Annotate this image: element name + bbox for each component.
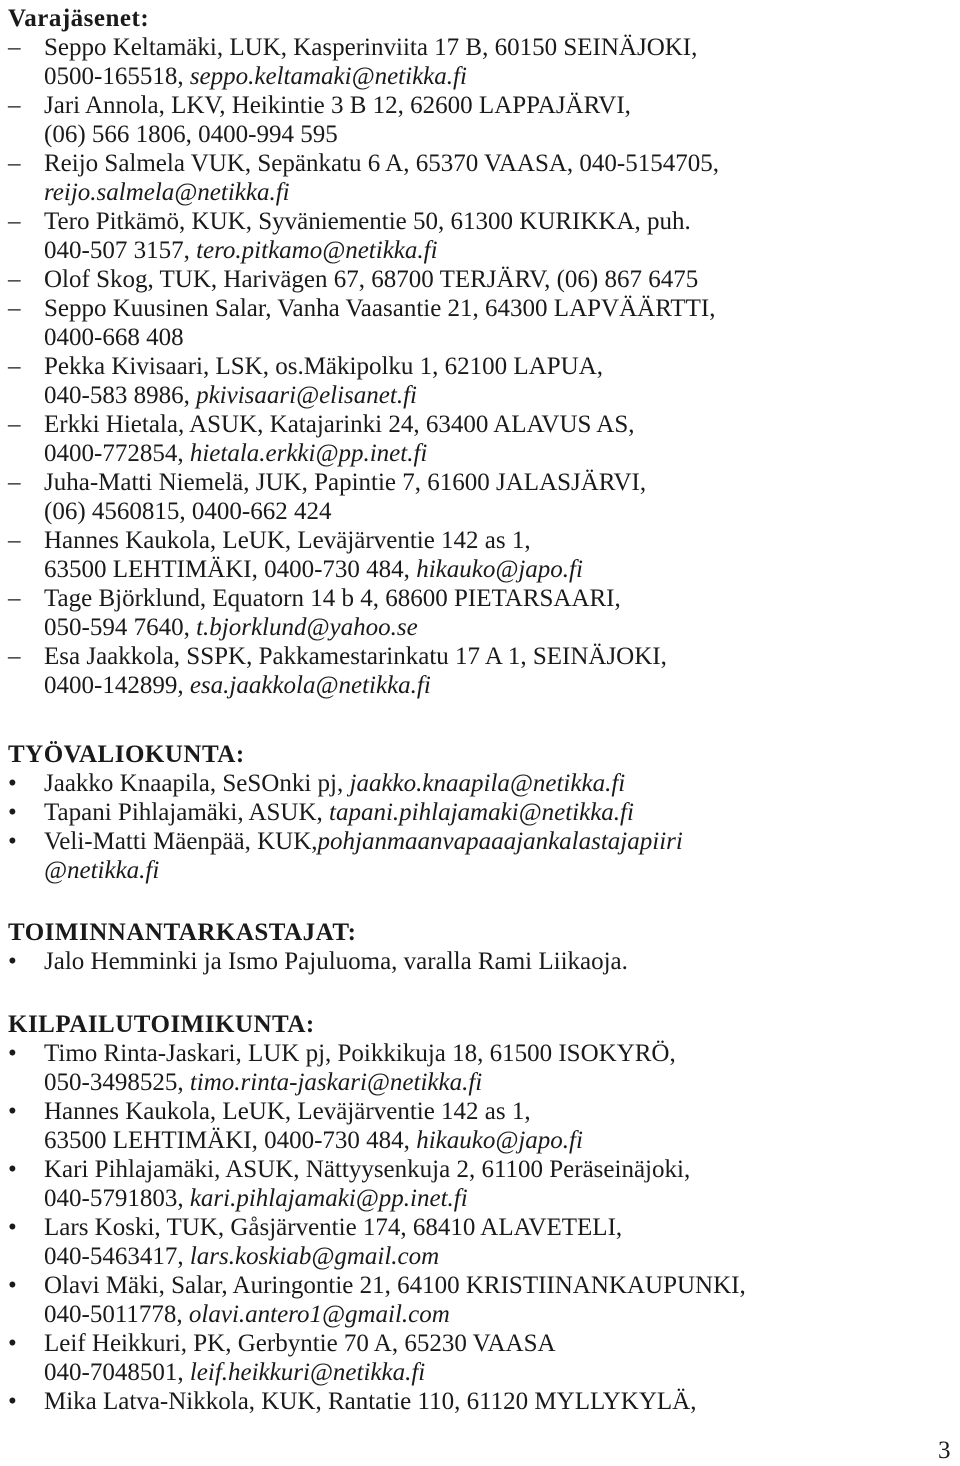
list-item — [0, 526, 960, 584]
entry-line — [44, 856, 960, 885]
email-link[interactable]: olavi.antero1@gmail.com — [188, 1301, 450, 1328]
dash-marker: – — [8, 295, 21, 322]
entry-text: Jari Annola, LKV, Heikintie 3 B 12, 62600 LAPPAJÄRVI, — [44, 92, 631, 119]
list-item — [0, 769, 960, 798]
entry-line — [44, 1155, 960, 1184]
entry-text: Lars Koski, TUK, Gåsjärventie 174, 68410 ALAVETELI, — [44, 1214, 623, 1241]
entry-line — [44, 62, 960, 91]
entry-line — [44, 526, 960, 555]
dash-marker: – — [8, 527, 21, 554]
dash-marker: – — [8, 266, 21, 293]
bullet-icon: • — [8, 828, 17, 855]
section-toiminnantarkastajat — [0, 918, 960, 976]
dash-marker: – — [8, 411, 21, 438]
list-item — [0, 207, 960, 265]
entry-line — [44, 149, 960, 178]
email-link[interactable]: lars.koskiab@gmail.com — [189, 1243, 440, 1270]
entry-text: (06) 566 1806, 0400-994 595 — [44, 121, 338, 148]
list-item — [0, 352, 960, 410]
bullet-icon: • — [8, 770, 17, 797]
entry-text: Hannes Kaukola, LeUK, Leväjärventie 142 as 1, — [44, 527, 531, 554]
section-heading: TOIMINNANTARKASTAJAT: — [8, 919, 357, 946]
bullet-icon: • — [8, 948, 17, 975]
entry-line — [44, 1300, 960, 1329]
list-item — [0, 1387, 960, 1416]
entry-line — [44, 497, 960, 526]
entry-line — [44, 381, 960, 410]
entry-text: Timo Rinta-Jaskari, LUK pj, Poikkikuja 18, 61500 ISOKYRÖ, — [44, 1040, 676, 1067]
section-heading: Varajäsenet: — [8, 5, 150, 32]
email-link[interactable]: tapani.pihlajamaki@netikka.fi — [329, 799, 634, 826]
entry-line — [44, 410, 960, 439]
entry-line — [44, 769, 960, 798]
email-link[interactable]: timo.rinta-jaskari@netikka.fi — [189, 1069, 483, 1096]
page-number: 3 — [938, 1437, 951, 1464]
dash-marker: – — [8, 208, 21, 235]
entry-line — [44, 798, 960, 827]
entry-text: 0400-142899, — [44, 672, 190, 699]
list-item — [0, 91, 960, 149]
entry-line — [44, 207, 960, 236]
dash-marker: – — [8, 585, 21, 612]
entry-text: Olof Skog, TUK, Harivägen 67, 68700 TERJÄRV, (06) 867 6475 — [44, 266, 699, 293]
entry-text: Esa Jaakkola, SSPK, Pakkamestarinkatu 17 A 1, SEINÄJOKI, — [44, 643, 667, 670]
bullet-icon: • — [8, 1388, 17, 1415]
entry-text: 040-5011778, — [44, 1301, 189, 1328]
entry-line — [44, 294, 960, 323]
email-link[interactable]: hikauko@japo.fi — [416, 1127, 583, 1154]
bullet-icon: • — [8, 1040, 17, 1067]
list-item — [0, 827, 960, 885]
entry-line — [44, 642, 960, 671]
email-link[interactable]: hikauko@japo.fi — [416, 556, 583, 583]
list-item — [0, 1329, 960, 1387]
entry-text: 63500 LEHTIMÄKI, 0400-730 484, — [44, 1127, 417, 1154]
entry-line — [44, 1039, 960, 1068]
entry-line — [44, 613, 960, 642]
email-link[interactable]: jaakko.knaapila@netikka.fi — [349, 770, 626, 797]
entry-line — [44, 1271, 960, 1300]
bullet-icon: • — [8, 1156, 17, 1183]
section-kilpailutoimikunta — [0, 1010, 960, 1416]
entry-line — [44, 1126, 960, 1155]
entry-text: Tero Pitkämö, KUK, Syväniementie 50, 61300 KURIKKA, puh. — [44, 208, 691, 235]
list-item — [0, 1097, 960, 1155]
entry-text: Reijo Salmela VUK, Sepänkatu 6 A, 65370 VAASA, 040-5154705, — [44, 150, 719, 177]
entry-text: Veli-Matti Mäenpää, KUK, — [44, 828, 318, 855]
email-link[interactable]: kari.pihlajamaki@pp.inet.fi — [189, 1185, 468, 1212]
entry-text: 0400-668 408 — [44, 324, 184, 351]
entry-list — [0, 769, 960, 885]
list-item — [0, 1271, 960, 1329]
email-link[interactable]: pohjanmaanvapaaajankalastajapiiri — [317, 828, 683, 855]
entry-text: Pekka Kivisaari, LSK, os.Mäkipolku 1, 62100 LAPUA, — [44, 353, 603, 380]
entry-text: 050-594 7640, — [44, 614, 197, 641]
email-link[interactable]: leif.heikkuri@netikka.fi — [189, 1359, 426, 1386]
entry-text: 040-5791803, — [44, 1185, 190, 1212]
entry-text: Juha-Matti Niemelä, JUK, Papintie 7, 61600 JALASJÄRVI, — [44, 469, 647, 496]
entry-text: Hannes Kaukola, LeUK, Leväjärventie 142 as 1, — [44, 1098, 531, 1125]
email-link[interactable]: @netikka.fi — [44, 857, 160, 884]
entry-line — [44, 827, 960, 856]
entry-text: Seppo Keltamäki, LUK, Kasperinviita 17 B, 60150 SEINÄJOKI, — [44, 34, 698, 61]
entry-text: 040-507 3157, — [44, 237, 197, 264]
entry-line — [44, 584, 960, 613]
entry-text: Olavi Mäki, Salar, Auringontie 21, 64100 KRISTIINANKAUPUNKI, — [44, 1272, 746, 1299]
entry-line — [44, 352, 960, 381]
entry-text: Erkki Hietala, ASUK, Katajarinki 24, 63400 ALAVUS AS, — [44, 411, 635, 438]
entry-line — [44, 1358, 960, 1387]
bullet-icon: • — [8, 1330, 17, 1357]
entry-text: 040-5463417, — [44, 1243, 190, 1270]
entry-line — [44, 236, 960, 265]
entry-text: Jaakko Knaapila, SeSOnki pj, — [44, 770, 350, 797]
list-item — [0, 947, 960, 976]
list-item — [0, 265, 960, 294]
dash-marker: – — [8, 353, 21, 380]
entry-line — [44, 555, 960, 584]
entry-line — [44, 947, 960, 976]
entry-text: 0500-165518, — [44, 63, 190, 90]
bullet-icon: • — [8, 1214, 17, 1241]
entry-text: (06) 4560815, 0400-662 424 — [44, 498, 332, 525]
list-item — [0, 584, 960, 642]
entry-line — [44, 178, 960, 207]
entry-line — [44, 468, 960, 497]
entry-text: Seppo Kuusinen Salar, Vanha Vaasantie 21, 64300 LAPVÄÄRTTI, — [44, 295, 716, 322]
entry-text: Kari Pihlajamäki, ASUK, Nättyysenkuja 2, 61100 Peräseinäjoki, — [44, 1156, 691, 1183]
bullet-icon: • — [8, 1272, 17, 1299]
list-item — [0, 294, 960, 352]
entry-line — [44, 439, 960, 468]
list-item — [0, 798, 960, 827]
entry-text: Tage Björklund, Equatorn 14 b 4, 68600 PIETARSAARI, — [44, 585, 621, 612]
entry-text: Jalo Hemminki ja Ismo Pajuluoma, varalla Rami Liikaoja. — [44, 948, 628, 975]
section-heading: KILPAILUTOIMIKUNTA: — [8, 1011, 315, 1038]
list-item — [0, 149, 960, 207]
entry-line — [44, 671, 960, 700]
entry-line — [44, 33, 960, 62]
section-varajasenet — [0, 4, 960, 700]
email-link[interactable]: tero.pitkamo@netikka.fi — [196, 237, 438, 264]
list-item — [0, 33, 960, 91]
list-item — [0, 410, 960, 468]
entry-line — [44, 1068, 960, 1097]
list-item — [0, 642, 960, 700]
email-link[interactable]: reijo.salmela@netikka.fi — [44, 179, 290, 206]
entry-list — [0, 947, 960, 976]
dash-marker: – — [8, 92, 21, 119]
entry-line — [44, 1387, 960, 1416]
entry-line — [44, 1242, 960, 1271]
entry-line — [44, 1213, 960, 1242]
entry-line — [44, 91, 960, 120]
email-link[interactable]: hietala.erkki@pp.inet.fi — [189, 440, 428, 467]
entry-text: 040-583 8986, — [44, 382, 197, 409]
email-link[interactable]: esa.jaakkola@netikka.fi — [189, 672, 431, 699]
list-item — [0, 1039, 960, 1097]
entry-line — [44, 265, 960, 294]
dash-marker: – — [8, 469, 21, 496]
entry-text: 050-3498525, — [44, 1069, 190, 1096]
email-link[interactable]: t.bjorklund@yahoo.se — [196, 614, 418, 641]
email-link[interactable]: seppo.keltamaki@netikka.fi — [189, 63, 467, 90]
dash-marker: – — [8, 150, 21, 177]
entry-text: 0400-772854, — [44, 440, 190, 467]
entry-text: Leif Heikkuri, PK, Gerbyntie 70 A, 65230 VAASA — [44, 1330, 556, 1357]
list-item — [0, 1213, 960, 1271]
list-item — [0, 468, 960, 526]
dash-marker: – — [8, 643, 21, 670]
entry-line — [44, 1184, 960, 1213]
email-link[interactable]: pkivisaari@elisanet.fi — [196, 382, 417, 409]
entry-text: 63500 LEHTIMÄKI, 0400-730 484, — [44, 556, 417, 583]
entry-list — [0, 1039, 960, 1416]
section-heading: TYÖVALIOKUNTA: — [8, 741, 245, 768]
entry-list — [0, 33, 960, 700]
entry-text: 040-7048501, — [44, 1359, 190, 1386]
bullet-icon: • — [8, 1098, 17, 1125]
list-item — [0, 1155, 960, 1213]
bullet-icon: • — [8, 799, 17, 826]
dash-marker: – — [8, 34, 21, 61]
entry-line — [44, 1329, 960, 1358]
entry-line — [44, 323, 960, 352]
entry-line — [44, 1097, 960, 1126]
entry-text: Tapani Pihlajamäki, ASUK, — [44, 799, 330, 826]
entry-line — [44, 120, 960, 149]
entry-text: Mika Latva-Nikkola, KUK, Rantatie 110, 61120 MYLLYKYLÄ, — [44, 1388, 697, 1415]
section-tyovaliokunta — [0, 740, 960, 885]
